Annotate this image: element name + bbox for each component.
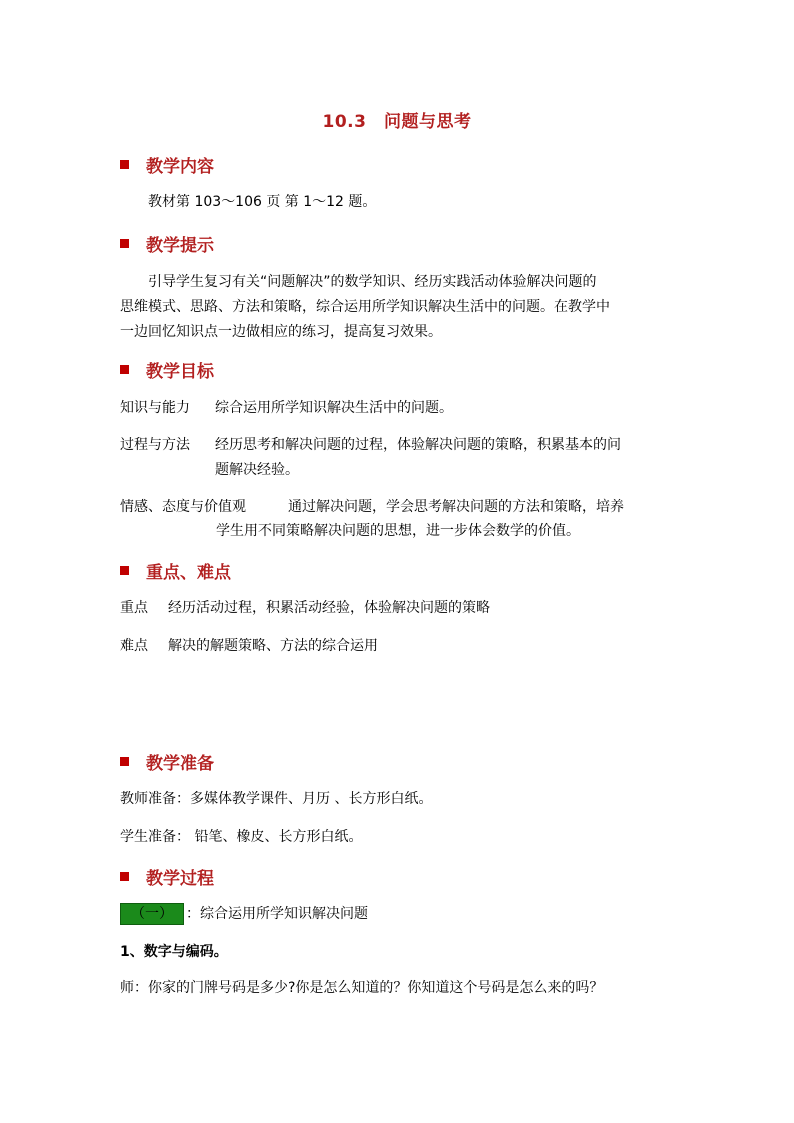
section-heading-content	[120, 152, 214, 177]
preparation-teacher: 教师准备：多媒体教学课件、月历 、长方形白纸。	[120, 791, 433, 807]
preparation-student: 学生准备： 铅笔、橡皮、长方形白纸。	[120, 829, 363, 845]
step-tag: （一）	[120, 903, 184, 925]
hints-line-2: 思维模式、思路、方法和策略，综合运用所学知识解决生活中的问题。在教学中	[120, 299, 610, 315]
section-heading-label: 教学目标	[146, 362, 214, 382]
square-bullet-icon	[120, 239, 129, 248]
section-heading-label: 重点、难点	[146, 563, 231, 583]
goal-emotion-text-1: 通过解决问题，学会思考解决问题的方法和策略，培养	[288, 499, 624, 515]
square-bullet-icon	[120, 566, 129, 575]
section-heading-goals	[120, 357, 214, 382]
square-bullet-icon	[120, 365, 129, 374]
content-text: 教材第 103～106 页 第 1～12 题。	[148, 194, 377, 210]
goal-knowledge-text: 综合运用所学知识解决生活中的问题。	[215, 400, 453, 416]
section-heading-hints	[120, 231, 214, 256]
key-point	[120, 596, 490, 620]
difficulty	[120, 634, 378, 658]
item-title: 1、数字与编码。	[120, 944, 228, 960]
section-heading-process	[120, 864, 214, 889]
difficulty-text: 解决的解题策略、方法的综合运用	[168, 638, 378, 654]
page-title: 10.3 问题与思考	[322, 112, 472, 132]
difficulty-label: 难点	[120, 638, 148, 654]
section-heading-label: 教学提示	[146, 236, 214, 256]
section-heading-label: 教学准备	[146, 754, 214, 774]
goal-knowledge-label: 知识与能力	[120, 400, 190, 416]
goal-emotion	[120, 495, 624, 519]
square-bullet-icon	[120, 757, 129, 766]
process-step	[120, 902, 368, 926]
goal-emotion-label: 情感、态度与价值观	[120, 499, 246, 515]
goal-process-label: 过程与方法	[120, 437, 190, 453]
hints-line-1: 引导学生复习有关“问题解决”的数学知识、经历实践活动体验解决问题的	[148, 274, 597, 290]
goal-process-text-1: 经历思考和解决问题的过程，体验解决问题的策略，积累基本的问	[215, 437, 621, 453]
square-bullet-icon	[120, 872, 129, 881]
goal-knowledge	[120, 396, 453, 420]
section-heading-label: 教学内容	[146, 157, 214, 177]
goal-process-text-2: 题解决经验。	[215, 462, 299, 478]
key-point-text: 经历活动过程，积累活动经验，体验解决问题的策略	[168, 600, 490, 616]
goal-emotion-text-2: 学生用不同策略解决问题的思想，进一步体会数学的价值。	[216, 523, 580, 539]
hints-line-3: 一边回忆知识点一边做相应的练习，提高复习效果。	[120, 324, 442, 340]
step-text: ：综合运用所学知识解决问题	[186, 906, 368, 922]
square-bullet-icon	[120, 160, 129, 169]
section-heading-key-points	[120, 558, 231, 583]
teacher-question: 师：你家的门牌号码是多少?你是怎么知道的？你知道这个号码是怎么来的吗？	[120, 980, 604, 996]
section-heading-label: 教学过程	[146, 869, 214, 889]
key-point-label: 重点	[120, 600, 148, 616]
goal-process	[120, 433, 621, 457]
section-heading-preparation	[120, 749, 214, 774]
